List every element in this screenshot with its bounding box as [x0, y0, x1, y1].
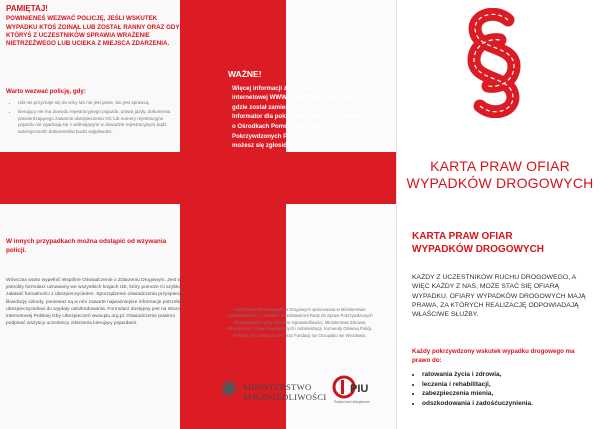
alert-block [6, 5, 182, 48]
ministry-name [243, 382, 327, 402]
list-item: • nikt nie przyznaje się do winy lub nie jest jasne, kto jest sprawcą, [18, 100, 180, 106]
list-item: • kierujący nie ma dowodu rejestracyjnego pojazdu, prawa jazdy, dokumentu potwierdzającego zawarcie ubezpieczenia OC lub numery rejestracyjne pojazdu nie zgadzają się z widniejącymi w dowodzie rejestracyjnym bądź autentyczność dokumentów budzi wątpliwości. [18, 109, 180, 135]
piu-logo-icon [330, 374, 378, 406]
piu-subtitle: Polska Izba Ubezpieczeń [334, 400, 370, 404]
polish-eagle-icon [218, 378, 240, 402]
important-text: Więcej informacji znajdziesz na stronie internetowej WWW.POKRZYWDZENI.GOV.PL, gdzie został zamieszczony, między innymi, Informator dla pokrzywdzonego oraz informacje o Ośrodkach Pomocy dla Osób Pokrzywdzonych Przestępstwem, do których możesz się zgłosić. [232, 84, 371, 150]
red-cross-horizontal-bar [0, 152, 396, 204]
important-block [222, 70, 372, 151]
cover-title-line-1: KARTA PRAW OFIAR [430, 158, 570, 174]
list-item: • zabezpieczenia mienia, [422, 389, 600, 399]
cover-title [400, 158, 600, 191]
important-title: WAŻNE! [228, 69, 262, 79]
alert-text: POWINIENEŚ WEZWAĆ POLICJĘ, JEŚLI WSKUTEK WYPADKU KTOŚ ZGINĄŁ LUB ZOSTAŁ RANNY ORAZ GDY KTÓRYŚ Z UCZESTNIKÓW SPRAWIA WRAŻENIE NIETRZEŹWEGO LUB UCIEKA Z MIEJSCA ZDARZENIA. [6, 15, 180, 48]
red-cross-vertical-bar [180, 0, 286, 429]
cover-title-line-2: WYPADKÓW DROGOWYCH [406, 174, 594, 191]
rights-list [412, 370, 600, 409]
rights-title: Każdy pokrzywdzony wskutek wypadku drogowego ma prawo do: [412, 348, 575, 364]
piu-logo-text: PIU [350, 383, 369, 395]
other-cases-text: Wówczas warto wypełnić Wspólne Oświadczenie o Zdarzeniu Drogowym. Jest to jednolity formularz uznawany we wszystkich krajach UE, który pomoże Ci szybko załatwić formalności z ubezpieczycielem. Sporządzenie oświadczenia przyspiesza likwidację szkody, ponieważ są w nim zawarte najważniejsze informacje potrzebne ubezpieczycielowi do wypłaty odszkodowania. Formularz dostępny jest na stronie internetowej Polskiej Izby Ubezpieczeń www.piu.org.pl. Oświadczenie powinni podpisać wszyscy uczestnicy zdarzenia kierujący pojazdami. [6, 278, 185, 327]
intro-text: KAŻDY Z UCZESTNIKÓW RUCHU DROGOWEGO, A WIĘC KAŻDY Z NAS, MOŻE STAĆ SIĘ OFIARĄ WYPADKU. OFIARY WYPADKÓW DROGOWYCH MAJĄ PRAWA, ZA KTÓRYCH REALIZACJĘ ODPOWIADAJĄ WŁAŚCIWE SŁUŻBY. [412, 274, 586, 319]
section-title [412, 230, 598, 256]
list-item: • leczenia i rehabilitacji, [422, 380, 600, 390]
fold-line-right [396, 0, 397, 429]
list-item: • odszkodowania i zadośćuczynienia. [422, 399, 600, 409]
other-cases-block [6, 238, 186, 327]
when-title: Warto wezwać policję, gdy: [6, 88, 86, 95]
section-title-line-1: KARTA PRAW OFIAR [412, 231, 513, 242]
ministry-line-2: SPRAWIEDLIWOŚCI [243, 392, 327, 402]
when-list [10, 100, 180, 138]
other-cases-title: W innych przypadkach można odstąpić od wzywania policji. [6, 238, 167, 254]
ministry-line-1: MINISTERSTWO [243, 382, 312, 392]
section-sign-road-icon [458, 8, 530, 118]
list-item: • ratowania życia i zdrowia, [422, 370, 600, 380]
section-title-line-2: WYPADKÓW DROGOWYCH [412, 244, 545, 255]
panel-left [0, 0, 200, 429]
credits-text: Karta Praw Ofiar Wypadków Drogowych opracowana w Ministerstwie Sprawiedliwości z udziałem przedstawicieli Rady do Spraw Pokrzywdzonych Przestępstwem przy Ministrze Sprawiedliwości, Ministerstwa Zdrowia, Ministerstwa Spraw Wewnętrznych i Administracji, Komendy Głównej Policji, Polskiej Izby Ubezpieczeń oraz Fundacji Ius Occupatio we Wrocławiu. [227, 307, 373, 338]
alert-title: PAMIĘTAJ! [6, 4, 48, 13]
